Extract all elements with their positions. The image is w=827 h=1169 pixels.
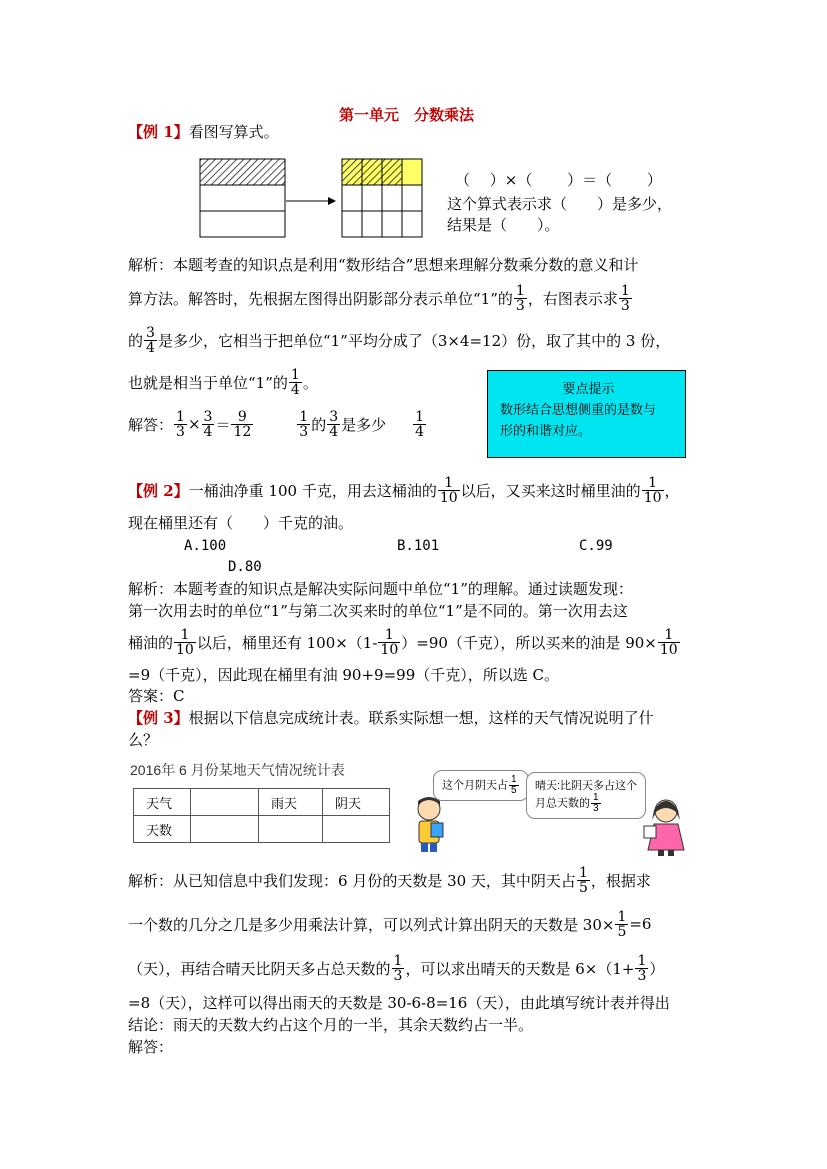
speech-bubble-girl	[526, 772, 646, 819]
fraction-1-3	[591, 793, 601, 814]
ex3-analysis-line-1	[128, 858, 651, 902]
table-cell: 天气	[134, 789, 191, 816]
numerator: 1	[393, 952, 403, 969]
ex3-answer-label: 解答：	[128, 1038, 174, 1056]
numerator: 1	[664, 626, 674, 643]
numerator: 1	[299, 408, 309, 425]
numerator: 1	[444, 474, 454, 491]
fraction-1-10	[658, 628, 680, 657]
ex2-analysis-line-2: 第一次用去时的单位“1”与第二次买来时的单位“1”是不同的。第一次用去这	[128, 602, 628, 620]
table-cell	[323, 816, 390, 843]
text: 的	[311, 415, 327, 434]
ex3-question-line-1	[128, 707, 654, 729]
fraction-3-4	[202, 410, 215, 439]
example-1-heading	[128, 121, 279, 143]
example-1-prompt: 看图写算式。	[188, 123, 279, 141]
ex1-analysis-line-3	[128, 318, 670, 362]
numerator: 9	[237, 408, 247, 425]
text: 桶油的	[128, 633, 174, 652]
denominator: 4	[329, 423, 339, 440]
ex1-analysis-line-1: 解析：本题考查的知识点是利用“数形结合”思想来理解分数乘分数的意义和计	[128, 256, 639, 274]
ex2-question-line-1	[128, 468, 680, 512]
denominator: 3	[593, 803, 599, 814]
fraction-1-10	[642, 476, 664, 505]
text: 以后，桶里还有 100×（1-	[196, 633, 378, 652]
fraction-1-3	[619, 284, 632, 313]
ex1-analysis-line-2	[128, 276, 633, 320]
ex2-answer: 答案：C	[128, 687, 185, 705]
fraction-1-10	[174, 628, 196, 657]
ex1-question-blank: （ ）×（ ）＝（ ）	[455, 171, 662, 189]
tip-title: 要点提示	[562, 382, 615, 397]
denominator: 4	[290, 381, 300, 398]
tip-line-2: 形的和谐对应。	[500, 424, 592, 439]
text: 。	[302, 373, 318, 392]
numerator: 1	[515, 282, 525, 299]
arrow-icon	[286, 197, 336, 205]
ex2-analysis-line-4: =9（千克），因此现在桶里有油 90+9=99（千克），所以选 C。	[128, 666, 559, 684]
ex2-analysis-line-3	[128, 620, 681, 664]
text: ，右图表示求	[527, 289, 618, 308]
example-2-label: 【例 2】	[128, 481, 189, 500]
table-row	[134, 789, 390, 816]
table-cell: 天数	[134, 816, 191, 843]
ex2-option-b: B.101	[397, 538, 440, 554]
numerator: 1	[620, 282, 630, 299]
times-sign: ×	[187, 415, 201, 433]
ex3-analysis-line-5: 结论：雨天的天数大约占这个月的一半，其余天数约占一半。	[128, 1016, 534, 1034]
numerator: 3	[146, 324, 155, 341]
ex2-option-a: A.100	[184, 538, 227, 554]
denominator: 3	[393, 967, 403, 984]
fraction-1-3	[174, 410, 187, 439]
text: 算方法。解答时，先根据左图得出阴影部分表示单位“1”的	[128, 289, 513, 308]
ex1-answer-line	[128, 402, 427, 446]
numerator: 1	[290, 366, 300, 383]
numerator: 1	[617, 908, 627, 925]
ex3-question-line-2: 么？	[128, 731, 159, 749]
example-3-label: 【例 3】	[128, 709, 189, 727]
text: 是多少	[341, 415, 387, 434]
numerator: 3	[329, 408, 339, 425]
fraction-3-4	[144, 326, 157, 355]
ex3-analysis-line-4: =8（天），这样可以得出雨天的天数是 30-6-8=16（天），由此填写统计表并得出	[128, 994, 670, 1012]
numerator: 1	[648, 474, 658, 491]
text: 一桶油净重 100 千克，用去这桶油的	[188, 481, 437, 500]
text: 这个月阴天占	[442, 779, 508, 792]
fraction-1-5	[615, 910, 628, 939]
text: ）	[649, 959, 665, 978]
tip-box	[487, 370, 686, 458]
fraction-1-10	[378, 628, 400, 657]
denominator: 3	[620, 297, 630, 314]
fraction-1-5	[509, 775, 519, 796]
numerator: 1	[176, 408, 185, 425]
tip-line-1: 数形结合思想侧重的是数与	[500, 403, 657, 418]
left-rectangle	[200, 159, 285, 237]
text: =6	[629, 915, 652, 933]
ex1-question-line-2: 这个算式表示求（ ）是多少，	[447, 195, 673, 213]
girl-illustration	[640, 796, 690, 856]
denominator: 10	[643, 489, 662, 506]
ex3-analysis-line-2	[128, 902, 651, 946]
denominator: 3	[299, 423, 309, 440]
numerator: 1	[593, 792, 599, 803]
denominator: 4	[146, 339, 155, 356]
fraction-1-4	[413, 410, 426, 439]
table-cell	[259, 816, 323, 843]
text: 根据以下信息完成统计表。联系实际想一想，这样的天气情况说明了什	[188, 709, 654, 727]
denominator: 10	[439, 489, 458, 506]
page-title: 第一单元 分数乘法	[339, 106, 475, 124]
denominator: 10	[176, 641, 194, 658]
denominator: 5	[617, 923, 627, 940]
text: ，可以求出晴天的天数是 6×（1+	[405, 959, 635, 978]
ex2-analysis-line-1: 解析：本题考查的知识点是解决实际问题中单位“1”的理解。通过读题发现：	[128, 580, 633, 598]
denominator: 5	[511, 785, 517, 796]
denominator: 4	[203, 423, 213, 440]
fraction-3-4	[327, 410, 340, 439]
fraction-1-3	[635, 954, 648, 983]
denominator: 5	[578, 879, 588, 896]
denominator: 4	[415, 423, 425, 440]
ex2-question-line-2: 现在桶里还有（ ）千克的油。	[128, 514, 354, 532]
text: ）=90（千克），所以买来的油是 90×	[401, 633, 657, 652]
example-1-label: 【例 1】	[128, 123, 189, 141]
numerator: 1	[180, 626, 190, 643]
denominator: 12	[233, 423, 252, 440]
boy-illustration	[405, 795, 455, 853]
numerator: 1	[578, 864, 588, 881]
denominator: 3	[515, 297, 525, 314]
weather-table-title: 2016年 6 月份某地天气情况统计表	[130, 762, 345, 778]
text: （天），再结合晴天比阴天多占总天数的	[128, 959, 391, 978]
numerator: 1	[415, 408, 425, 425]
table-cell	[191, 789, 259, 816]
table-cell: 雨天	[259, 789, 323, 816]
ex2-option-d: D.80	[228, 559, 262, 575]
text: ，	[664, 481, 680, 500]
numerator: 1	[511, 774, 517, 785]
denominator: 3	[176, 423, 185, 440]
numerator: 3	[203, 408, 213, 425]
table-cell	[191, 816, 259, 843]
numerator: 1	[637, 952, 647, 969]
text: 也就是相当于单位“1”的	[128, 373, 288, 392]
fraction-9-12	[231, 410, 253, 439]
speech-bubble-boy	[433, 770, 529, 801]
denominator: 10	[659, 641, 678, 658]
numerator: 1	[384, 626, 394, 643]
weather-table	[133, 788, 390, 843]
table-cell: 阴天	[323, 789, 390, 816]
fraction-diagram	[196, 157, 432, 239]
text: 的	[128, 331, 144, 350]
fraction-1-3	[297, 410, 310, 439]
ex3-analysis-line-3	[128, 946, 664, 990]
table-row	[134, 816, 390, 843]
fraction-1-10	[438, 476, 460, 505]
denominator: 10	[380, 641, 399, 658]
equals-sign: ＝	[215, 415, 231, 434]
fraction-1-3	[514, 284, 527, 313]
fraction-1-5	[577, 866, 590, 895]
ex2-option-c: C.99	[579, 538, 613, 554]
fraction-1-4	[289, 368, 302, 397]
text: ，根据求	[590, 871, 651, 890]
text: 一个数的几分之几是多少用乘法计算，可以列式计算出阴天的天数是 30×	[128, 915, 615, 934]
right-grid	[342, 159, 422, 237]
text: 晴天:比阴天多占这个	[535, 780, 638, 792]
text: 以后，又买来这时桶里油的	[460, 481, 641, 500]
fraction-1-3	[392, 954, 405, 983]
text: 月总天数的	[535, 797, 590, 810]
text: 解析：从已知信息中我们发现：6 月份的天数是 30 天，其中阴天占	[128, 871, 576, 890]
denominator: 3	[637, 967, 647, 984]
answer-label: 解答：	[128, 415, 174, 434]
ex1-analysis-line-4	[128, 360, 318, 404]
ex1-question-line-3: 结果是（ ）。	[447, 216, 560, 234]
text: 是多少，它相当于把单位“1”平均分成了（3×4=12）份，取了其中的 3 份，	[157, 331, 671, 350]
